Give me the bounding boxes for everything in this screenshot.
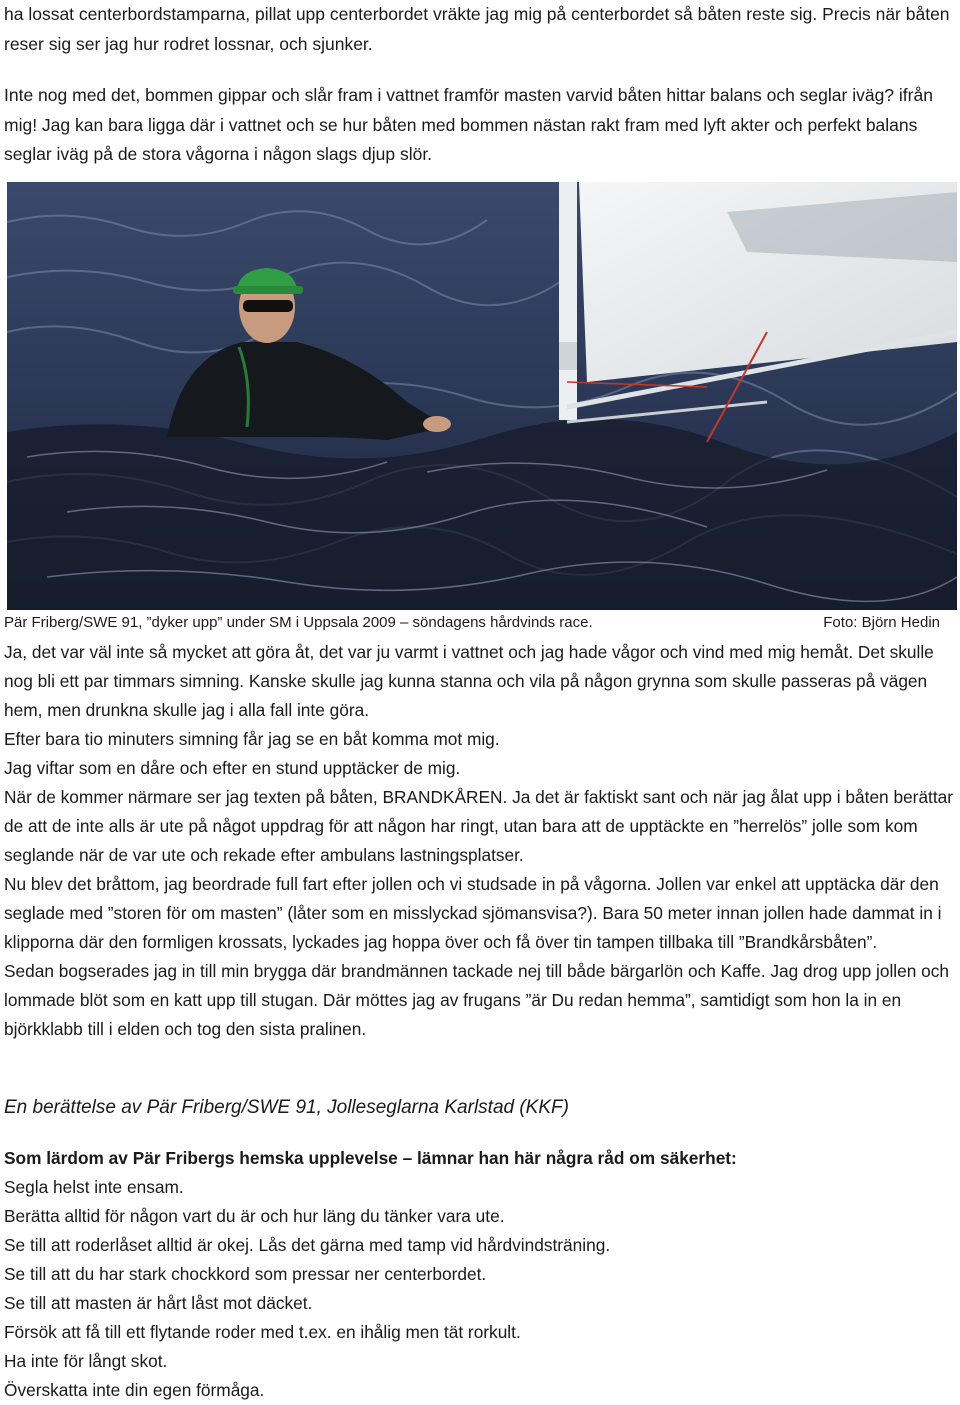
story-paragraph: Ja, det var väl inte så mycket att göra åt, det var ju varmt i vattnet och jag hade vågor och vind med mig hemåt. Det skulle nog bli ett par timmars simning. Kanske skulle jag kunna stanna och vila på någon grynna som skulle passeras på vägen hem, men drunkna skulle jag i alla fall inte göra. <box>4 642 934 720</box>
sailing-photo <box>7 182 957 610</box>
photo-caption <box>4 613 940 633</box>
caption-text: Pär Friberg/SWE 91, ”dyker upp” under SM i Uppsala 2009 – söndagens hårdvinds race. <box>4 614 593 631</box>
advice-item: Ha inte för långt skot. <box>4 1351 168 1371</box>
advice-item: Berätta alltid för någon vart du är och hur läng du tänker vara ute. <box>4 1206 505 1226</box>
intro-paragraph-1: ha lossat centerbordstamparna, pillat upp centerbordet vräkte jag mig på centerbordet så båten reste sig. Precis när båten reser sig ser jag hur rodret lossnar, och sjunker. <box>4 4 950 54</box>
advice-heading: Som lärdom av Pär Fribergs hemska upplevelse – lämnar han här några råd om säkerhet: <box>4 1148 737 1168</box>
advice-item: Försök att få till ett flytande roder med t.ex. en ihålig men tät rorkult. <box>4 1322 521 1342</box>
story-paragraph: Efter bara tio minuters simning får jag se en båt komma mot mig. <box>4 729 500 749</box>
story-paragraph: Jag viftar som en dåre och efter en stund upptäcker de mig. <box>4 758 461 778</box>
story-paragraph: Nu blev det bråttom, jag beordrade full fart efter jollen och vi studsade in på vågorna. Jollen var enkel att upptäcka där den seglade med ”storen för om masten” (låter som en misslyckad sjömansvisa?). Bara 50 meter innan jollen hade dammat in i klipporna där den formligen krossats, lyckades jag hoppa över och få över tin tampen tillbaka till ”Brandkårsbåten”. <box>4 874 942 952</box>
advice-item: Segla helst inte ensam. <box>4 1177 184 1197</box>
intro-text <box>4 0 954 170</box>
photo-credit: Foto: Björn Hedin <box>823 614 940 631</box>
advice-item: Se till att du har stark chockkord som pressar ner centerbordet. <box>4 1264 487 1284</box>
story-text <box>4 638 954 1044</box>
safety-advice <box>4 1144 954 1405</box>
advice-item: Se till att roderlåset alltid är okej. Lås det gärna med tamp vid hårdvindsträning. <box>4 1235 611 1255</box>
intro-paragraph-2: Inte nog med det, bommen gippar och slår fram i vattnet framför masten varvid båten hittar balans och seglar iväg? ifrån mig! Jag kan bara ligga där i vattnet och se hur båten med bommen nästan rakt fram med lyft akter och perfekt balans seglar iväg på de stora vågorna i någon slags djup slör. <box>4 85 933 164</box>
story-byline: En berättelse av Pär Friberg/SWE 91, Jolleseglarna Karlstad (KKF) <box>4 1097 569 1118</box>
advice-item: Se till att masten är hårt låst mot däcket. <box>4 1293 313 1313</box>
advice-list <box>4 1173 954 1405</box>
story-paragraph: Sedan bogserades jag in till min brygga där brandmännen tackade nej till både bärgarlön och Kaffe. Jag drog upp jollen och lommade blöt som en katt upp till stugan. Där möttes jag av frugans ”är Du redan hemma”, samtidigt som hon la in en björkklabb till i elden och tog den sista pralinen. <box>4 961 950 1039</box>
story-paragraph: När de kommer närmare ser jag texten på båten, BRANDKÅREN. Ja det är faktiskt sant och när jag ålat upp i båten berättar de att de inte alls är ute på något uppdrag för att någon har ringt, utan bara att de upptäckte en ”herrelös” jolle som kom seglande när de var ute och rekade efter ambulans lastningsplatser. <box>4 787 954 865</box>
advice-item: Överskatta inte din egen förmåga. <box>4 1380 265 1400</box>
